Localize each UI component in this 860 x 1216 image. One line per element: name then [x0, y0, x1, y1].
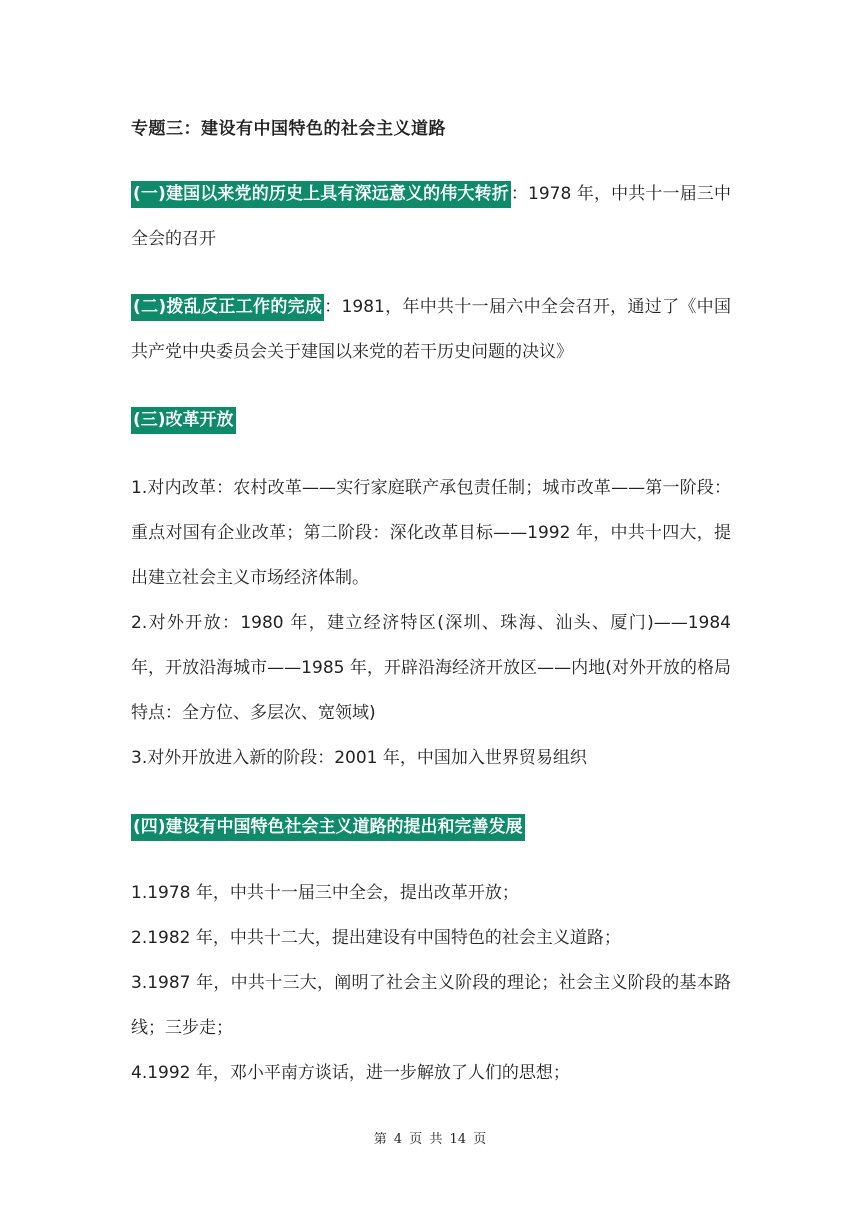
section-1-heading: (一)建国以来党的历史上具有深远意义的伟大转折: [131, 181, 511, 208]
section-4-item: 1.1978 年，中共十一届三中全会，提出改革开放；: [131, 883, 519, 903]
section-2-text: ：1981，年中共十一届六中全会召开，通过了《中国共产党中央委员会关于建国以来党的若干历史问题的决议》: [131, 297, 731, 362]
page-title: 专题三：建设有中国特色的社会主义道路: [131, 119, 446, 139]
section-3-heading-line: [131, 398, 731, 443]
section-3-item: 3.对外开放进入新的阶段：2001 年，中国加入世界贸易组织: [131, 748, 587, 768]
section-3-heading: (三)改革开放: [131, 407, 236, 434]
section-2: [131, 285, 731, 375]
section-2-heading: (二)拨乱反正工作的完成: [131, 294, 324, 321]
section-4-item: 4.1992 年，邓小平南方谈话，进一步解放了人们的思想；: [131, 1063, 570, 1083]
section-4-heading: (四)建设有中国特色社会主义道路的提出和完善发展: [131, 814, 525, 841]
section-1: [131, 172, 731, 262]
page-footer: 第 4 页 共 14 页: [373, 1132, 487, 1147]
section-4-item: 2.1982 年，中共十二大，提出建设有中国特色的社会主义道路；: [131, 928, 621, 948]
section-3-item: 1.对内改革：农村改革——实行家庭联产承包责任制；城市改革——第一阶段：重点对国有企业改革；第二阶段：深化改革目标——1992 年，中共十四大，提出建立社会主义市场经济体制。: [131, 478, 731, 588]
section-4-item: 3.1987 年，中共十三大，阐明了社会主义阶段的理论；社会主义阶段的基本路线；三步走；: [131, 973, 731, 1038]
section-4-heading-line: [131, 805, 731, 850]
section-3-item: 2.对外开放：1980 年，建立经济特区(深圳、珠海、汕头、厦门)——1984 年，开放沿海城市——1985 年，开辟沿海经济开放区——内地(对外开放的格局特点：全方位、多层次、宽领域): [131, 613, 731, 723]
section-1-text: ：1978 年，中共十一届三中全会的召开: [131, 184, 731, 249]
